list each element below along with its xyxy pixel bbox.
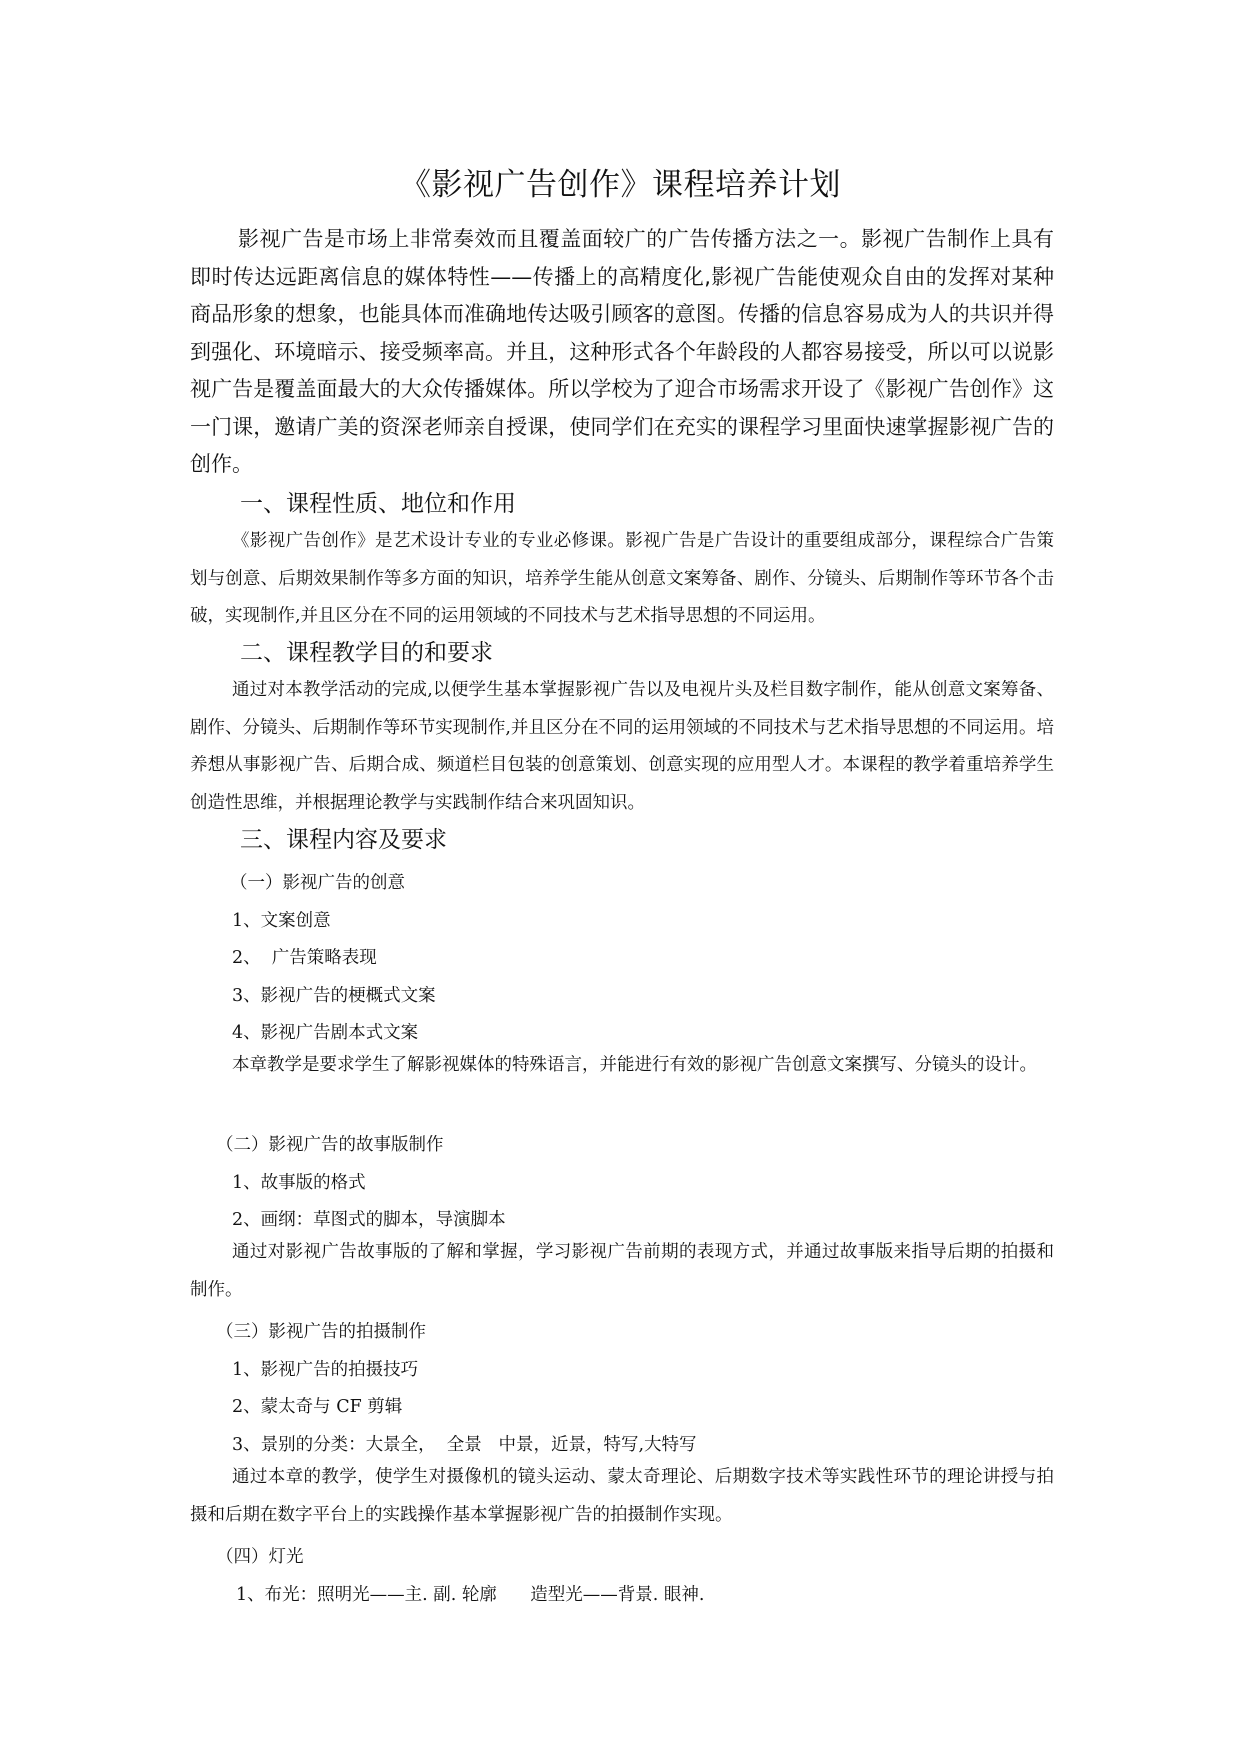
part-3-summary: 通过本章的教学，使学生对摄像机的镜头运动、蒙太奇理论、后期数字技术等实践性环节的理论讲授与拍摄和后期在数字平台上的实践操作基本掌握影视广告的拍摄制作实现。 [190,1467,1054,1525]
part-2-title: （二）影视广告的故事版制作 [216,1135,444,1155]
part-3-title: （三）影视广告的拍摄制作 [216,1322,426,1342]
part-3-item: 1、影视广告的拍摄技巧 [232,1360,419,1380]
section-1-heading: 一、课程性质、地位和作用 [240,491,516,517]
part-2-summary: 通过对影视广告故事版的了解和掌握，学习影视广告前期的表现方式，并通过故事版来指导后期的拍摄和制作。 [190,1242,1054,1300]
part-1-item: 2、 广告策略表现 [232,948,377,968]
part-4-title: （四）灯光 [216,1547,304,1567]
part-1-summary: 本章教学是要求学生了解影视媒体的特殊语言，并能进行有效的影视广告创意文案撰写、分镜头的设计。 [232,1055,1037,1075]
part-2-item: 2、画纲：草图式的脚本，导演脚本 [232,1210,506,1230]
part-2-item: 1、故事版的格式 [232,1173,366,1193]
intro-paragraph: 影视广告是市场上非常奏效而且覆盖面较广的广告传播方法之一。影视广告制作上具有即时传达远距离信息的媒体特性——传播上的高精度化,影视广告能使观众自由的发挥对某种商品形象的想象，也能具体而准确地传达吸引顾客的意图。传播的信息容易成为人的共识并得到强化、环境暗示、接受频率高。并且，这种形式各个年龄段的人都容易接受，所以可以说影视广告是覆盖面最大的大众传播媒体。所以学校为了迎合市场需求开设了《影视广告创作》这一门课，邀请广美的资深老师亲自授课，使同学们在充实的课程学习里面快速掌握影视广告的创作。 [190,227,1054,476]
part-1-title: （一）影视广告的创意 [230,873,405,893]
section-2-heading: 二、课程教学目的和要求 [240,640,493,666]
part-1-item: 3、影视广告的梗概式文案 [232,986,436,1006]
part-4-item: 1、布光：照明光——主. 副. 轮廓 造型光——背景. 眼神. [236,1585,705,1605]
part-3-item: 3、景别的分类：大景全， 全景 中景，近景，特写,大特写 [232,1435,697,1455]
section-2-body: 通过对本教学活动的完成,以便学生基本掌握影视广告以及电视片头及栏目数字制作，能从创意文案筹备、剧作、分镜头、后期制作等环节实现制作,并且区分在不同的运用领域的不同技术与艺术指导思想的不同运用。培养想从事影视广告、后期合成、频道栏目包装的创意策划、创意实现的应用型人才。本课程的教学着重培养学生创造性思维，并根据理论教学与实践制作结合来巩固知识。 [190,680,1054,813]
part-1-item: 4、影视广告剧本式文案 [232,1023,419,1043]
document-title: 《影视广告创作》课程培养计划 [400,167,841,203]
part-1-item: 1、文案创意 [232,911,331,931]
section-1-body: 《影视广告创作》是艺术设计专业的专业必修课。影视广告是广告设计的重要组成部分，课程综合广告策划与创意、后期效果制作等多方面的知识，培养学生能从创意文案筹备、剧作、分镜头、后期制作等环节各个击破，实现制作,并且区分在不同的运用领域的不同技术与艺术指导思想的不同运用。 [190,531,1054,626]
part-3-item: 2、蒙太奇与 CF 剪辑 [232,1397,403,1417]
section-3-heading: 三、课程内容及要求 [240,827,447,853]
